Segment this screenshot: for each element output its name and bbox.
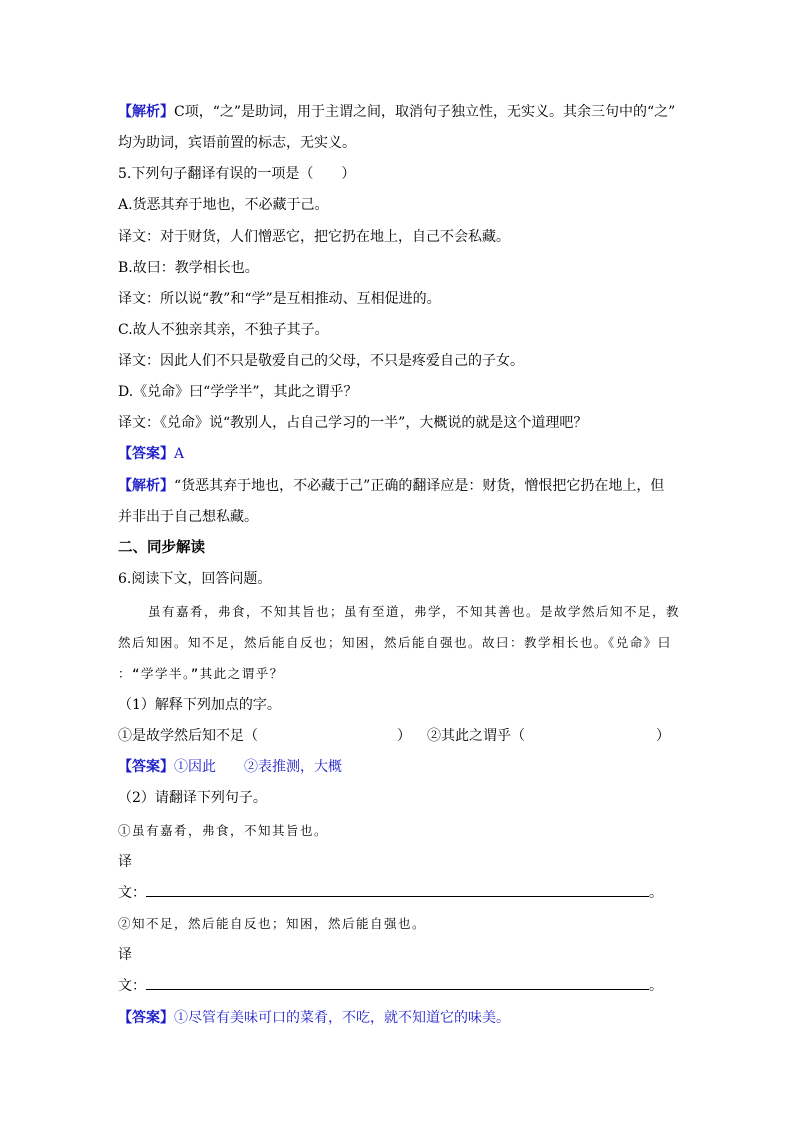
q4-analysis-line2: 均为助词，宾语前置的标志，无实义。 <box>118 135 356 151</box>
q6-part1-item2-close: ） <box>656 728 670 744</box>
analysis-text: “货恶其弃于地也，不必藏于己”正确的翻译应是：财货，憎恨把它扔在地上，但 <box>174 478 665 494</box>
q5-translation-d: 译文：《兑命》说“教别人，占自己学习的一半”，大概说的就是这个道理吧？ <box>118 415 588 431</box>
q6-part1-item1: ①是故学然后知不足（ <box>118 728 258 744</box>
q5-translation-b: 译文：所以说“教”和“学”是互相推动、互相促进的。 <box>118 291 441 307</box>
q5-analysis-line2: 并非出于自己想私藏。 <box>118 509 258 525</box>
q6-part1-item1-close: ） <box>397 728 411 744</box>
yi-char: 译 <box>118 854 132 870</box>
q5-option-c: C.故人不独亲其亲，不独子其子。 <box>118 322 329 338</box>
q5-option-b: B.故曰：教学相长也。 <box>118 260 259 276</box>
q5-analysis-line1 <box>118 476 664 496</box>
q5-stem: 5.下列句子翻译有误的一项是（ ） <box>118 166 356 182</box>
answer-blank[interactable] <box>146 976 649 990</box>
q5-translation-a: 译文：对于财货，人们憎恶它，把它扔在地上，自己不会私藏。 <box>118 229 510 245</box>
wen-label: 文： <box>118 978 146 994</box>
q6-part1-stem: （1）解释下列加点的字。 <box>118 697 281 713</box>
yi-char: 译 <box>118 947 132 963</box>
q5-answer <box>118 444 184 464</box>
q6-part1-answer <box>118 757 342 777</box>
period: 。 <box>649 978 663 994</box>
analysis-tag: 【解析】 <box>118 478 174 494</box>
passage-line3: ：“学学半。”其此之谓乎？ <box>118 666 284 681</box>
answer-blank[interactable] <box>146 883 649 897</box>
q5-translation-c: 译文：因此人们不只是敬爱自己的父母，不只是疼爱自己的子女。 <box>118 353 524 369</box>
passage-line2: 然后知困。知不足，然后能自反也；知困，然后能自强也。故曰：教学相长也。《兑命》曰 <box>118 635 672 650</box>
q4-analysis-line1 <box>118 102 675 122</box>
q5-option-a: A.货恶其弃于地也，不必藏于己。 <box>118 197 329 213</box>
analysis-tag: 【解析】 <box>118 104 174 120</box>
answer-value: ①尽管有美味可口的菜肴，不吃，就不知道它的味美。 <box>174 1010 510 1026</box>
q6-stem: 6.阅读下文，回答问题。 <box>118 571 272 587</box>
q6-part2-stem: （2）请翻译下列句子。 <box>118 790 267 806</box>
translation-answer-line-2 <box>118 976 663 996</box>
q6-part2-answer <box>118 1008 510 1028</box>
answer-value: ①因此 ②表推测，大概 <box>174 759 342 775</box>
answer-value: A <box>174 446 185 462</box>
answer-tag: 【答案】 <box>118 1010 174 1026</box>
passage-line1: 虽有嘉肴，弗食，不知其旨也；虽有至道，弗学，不知其善也。是故学然后知不足，教 <box>148 604 681 619</box>
translation-answer-line-1 <box>118 883 663 903</box>
period: 。 <box>649 885 663 901</box>
q6-part2-sentence1: ①虽有嘉肴，弗食，不知其旨也。 <box>118 823 329 838</box>
q6-part1-item2: ②其此之谓乎（ <box>427 728 525 744</box>
q6-part2-sentence2: ②知不足，然后能自反也；知困，然后能自强也。 <box>118 916 427 931</box>
section-heading: 二、同步解读 <box>118 539 205 556</box>
answer-tag: 【答案】 <box>118 446 174 462</box>
analysis-text: C项，“之”是助词，用于主谓之间，取消句子独立性，无实义。其余三句中的“之” <box>174 104 676 120</box>
answer-tag: 【答案】 <box>118 759 174 775</box>
q5-option-d: D.《兑命》曰“学学半”，其此之谓乎？ <box>118 384 358 400</box>
wen-label: 文： <box>118 885 146 901</box>
